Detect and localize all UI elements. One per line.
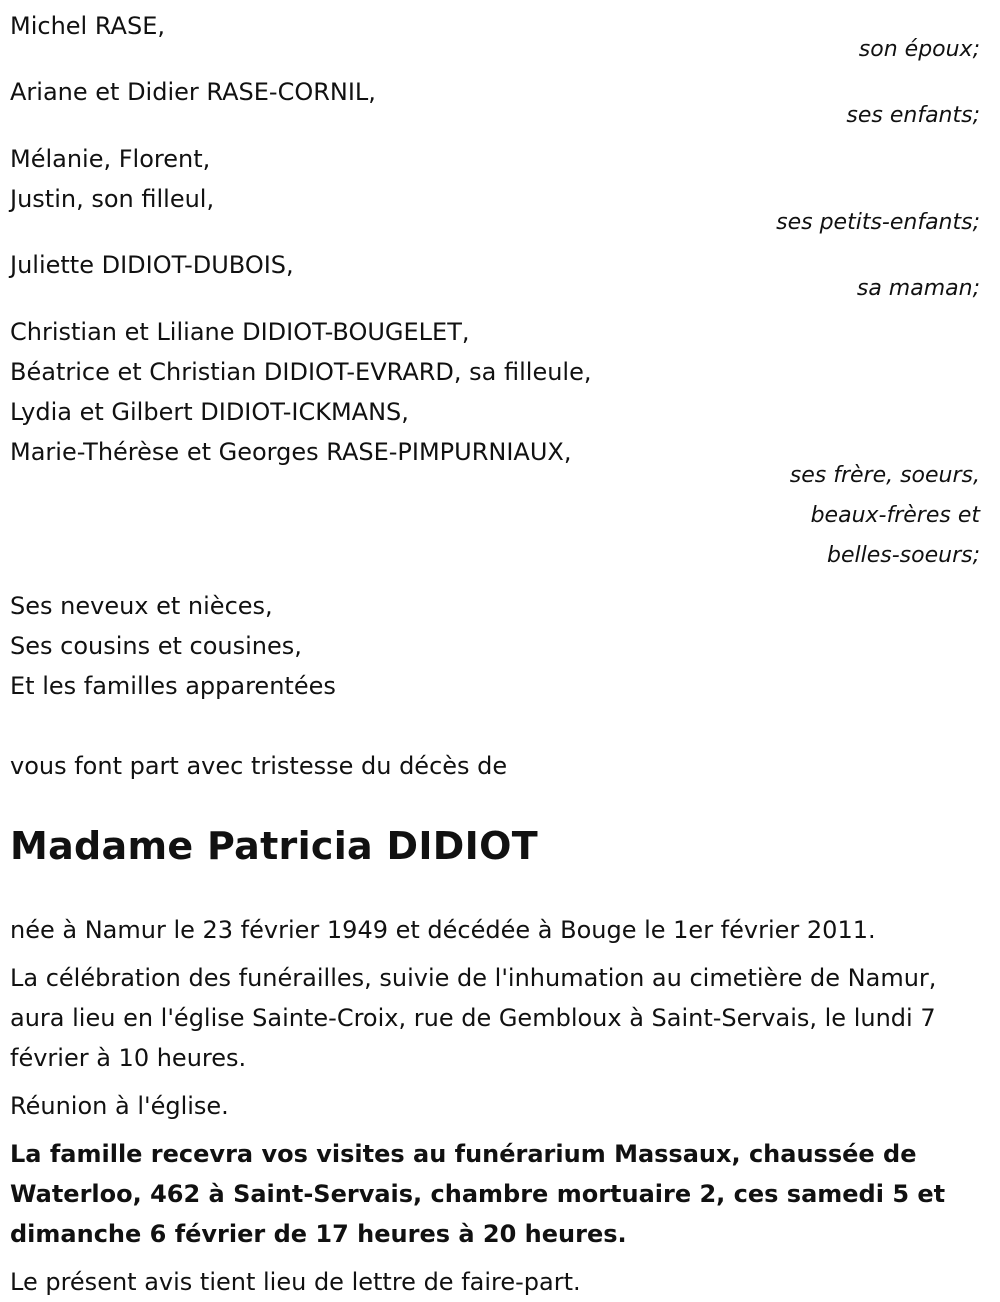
siblings-group xyxy=(10,312,990,576)
notice-text: Le présent avis tient lieu de lettre de faire-part. xyxy=(10,1268,581,1296)
funeral-text: La célébration des funérailles, suivie de l'inhumation au cimetière de Namur, aura lieu en l'église Sainte-Croix, rue de Gembloux à Saint-Servais, le lundi 7 février à 10 heures. xyxy=(10,964,937,1072)
siblings-relation xyxy=(10,456,990,576)
meeting-text: Réunion à l'église. xyxy=(10,1092,229,1120)
announcement-text: vous font part avec tristesse du décès de xyxy=(10,752,508,780)
siblings-relation-line: ses frère, soeurs, xyxy=(789,463,980,488)
siblings-relation-line: belles-soeurs; xyxy=(827,543,980,568)
children-name: Ariane et Didier RASE-CORNIL, xyxy=(10,78,376,106)
sibling-name: Lydia et Gilbert DIDIOT-ICKMANS, xyxy=(10,398,409,426)
other-relatives-line: Ses cousins et cousines, xyxy=(10,632,302,660)
sibling-name: Marie-Thérèse et Georges RASE-PIMPURNIAUX, xyxy=(10,438,572,466)
spouse-group xyxy=(10,6,990,70)
children-relation: ses enfants; xyxy=(846,103,980,128)
deceased-name: Madame Patricia DIDIOT xyxy=(10,824,538,868)
grandchild-name: Mélanie, Florent, xyxy=(10,145,211,173)
grandchildren-relation: ses petits-enfants; xyxy=(776,210,980,235)
mother-group xyxy=(10,245,990,309)
grandchild-name: Justin, son filleul, xyxy=(10,185,215,213)
visits-text: La famille recevra vos visites au funérarium Massaux, chaussée de Waterloo, 462 à Saint-Servais, chambre mortuaire 2, ces samedi 5 et dimanche 6 février de 17 heures à 20 heures. xyxy=(10,1140,946,1248)
mother-name: Juliette DIDIOT-DUBOIS, xyxy=(10,251,294,279)
grandchildren-group xyxy=(10,139,990,243)
other-relatives-group xyxy=(10,586,990,706)
spouse-name: Michel RASE, xyxy=(10,12,165,40)
siblings-relation-line: beaux-frères et xyxy=(810,503,980,528)
sibling-name: Christian et Liliane DIDIOT-BOUGELET, xyxy=(10,318,470,346)
birth-death-text: née à Namur le 23 février 1949 et décédée à Bouge le 1er février 2011. xyxy=(10,916,876,944)
children-group xyxy=(10,72,990,136)
other-relatives-line: Ses neveux et nièces, xyxy=(10,592,273,620)
mother-relation: sa maman; xyxy=(856,276,980,301)
spouse-relation: son époux; xyxy=(858,37,980,62)
other-relatives-line: Et les familles apparentées xyxy=(10,672,336,700)
sibling-name: Béatrice et Christian DIDIOT-EVRARD, sa filleule, xyxy=(10,358,592,386)
